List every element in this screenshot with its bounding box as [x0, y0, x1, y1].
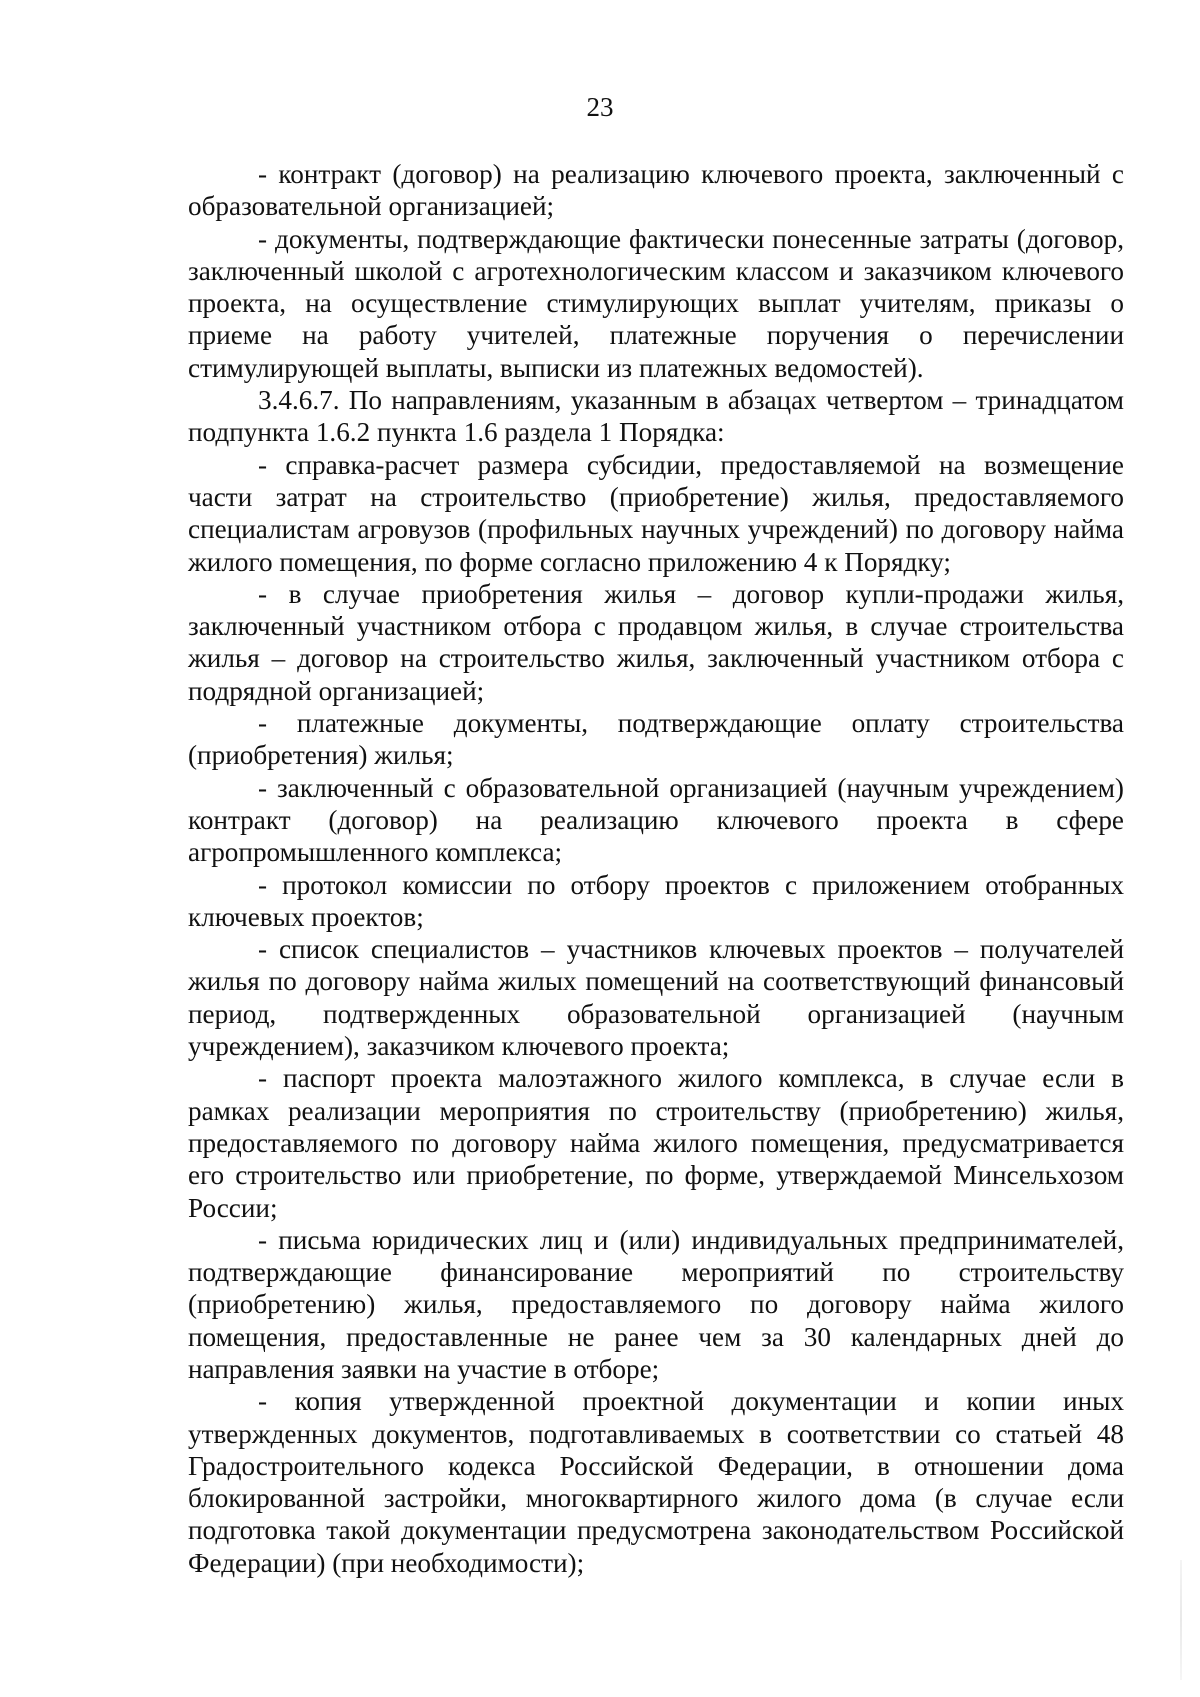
document-body — [188, 158, 1124, 1579]
paragraph-financing-letters: - письма юридических лиц и (или) индивидуальных предпринимателей, подтверждающие финансирование мероприятий по строительству (приобретению) жилья, предоставляемого по договору найма жилого помещения, предоставленные не ранее чем за 30 календарных дней до направления заявки на участие в отборе; — [188, 1224, 1124, 1384]
paragraph-contract: - контракт (договор) на реализацию ключевого проекта, заключенный с образовательной организацией; — [188, 159, 1124, 222]
paragraph-subsidy-calculation: - справка-расчет размера субсидии, предоставляемой на возмещение части затрат на строительство (приобретение) жилья, предоставляемого специалистам агровузов (профильных научных учреждений) по договору найма жилого помещения, по форме согласно приложению 4 к Порядку; — [188, 449, 1124, 577]
paragraph-concluded-contract: - заключенный с образовательной организацией (научным учреждением) контракт (договор) на реализацию ключевого проекта в сфере агропромышленного комплекса; — [188, 772, 1124, 868]
paragraph-expense-documents: - документы, подтверждающие фактически понесенные затраты (договор, заключенный школой с агротехнологическим классом и заказчиком ключевого проекта, на осуществление стимулирующих выплат учителям, приказы о приеме на работу учителей, платежные поручения о перечислении стимулирующей выплаты, выписки из платежных ведомостей). — [188, 223, 1124, 383]
paragraph-purchase-contract: - в случае приобретения жилья – договор купли-продажи жилья, заключенный участником отбора с продавцом жилья, в случае строительства жилья – договор на строительство жилья, заключенный участником отбора с подрядной организацией; — [188, 578, 1124, 706]
paragraph-section-3-4-6-7: 3.4.6.7. По направлениям, указанным в абзацах четвертом – тринадцатом подпункта 1.6.2 пункта 1.6 раздела 1 Порядка: — [188, 385, 1124, 448]
paragraph-payment-documents: - платежные документы, подтверждающие оплату строительства (приобретения) жилья; — [188, 708, 1124, 771]
paragraph-project-passport: - паспорт проекта малоэтажного жилого комплекса, в случае если в рамках реализации мероприятия по строительству (приобретению) жилья, предоставляемого по договору найма жилого помещения, предусматривается его строительство или приобретение, по форме, утверждаемой Минсельхозом России; — [188, 1063, 1124, 1223]
paragraph-design-documentation: - копия утвержденной проектной документации и копии иных утвержденных документов, подготавливаемых в соответствии со статьей 48 Градостроительного кодекса Российской Федерации, в отношении дома блокированной застройки, многоквартирного жилого дома (в случае если подготовка такой документации предусмотрена законодательством Российской Федерации) (при необходимости); — [188, 1386, 1124, 1578]
page-number: 23 — [586, 92, 614, 122]
paragraph-specialists-list: - список специалистов – участников ключевых проектов – получателей жилья по договору найма жилых помещений на соответствующий финансовый период, подтвержденных образовательной организацией (научным учреждением), заказчиком ключевого проекта; — [188, 934, 1124, 1062]
paragraph-commission-protocol: - протокол комиссии по отбору проектов с приложением отобранных ключевых проектов; — [188, 869, 1124, 932]
scan-margin-mark — [1180, 1560, 1182, 1680]
